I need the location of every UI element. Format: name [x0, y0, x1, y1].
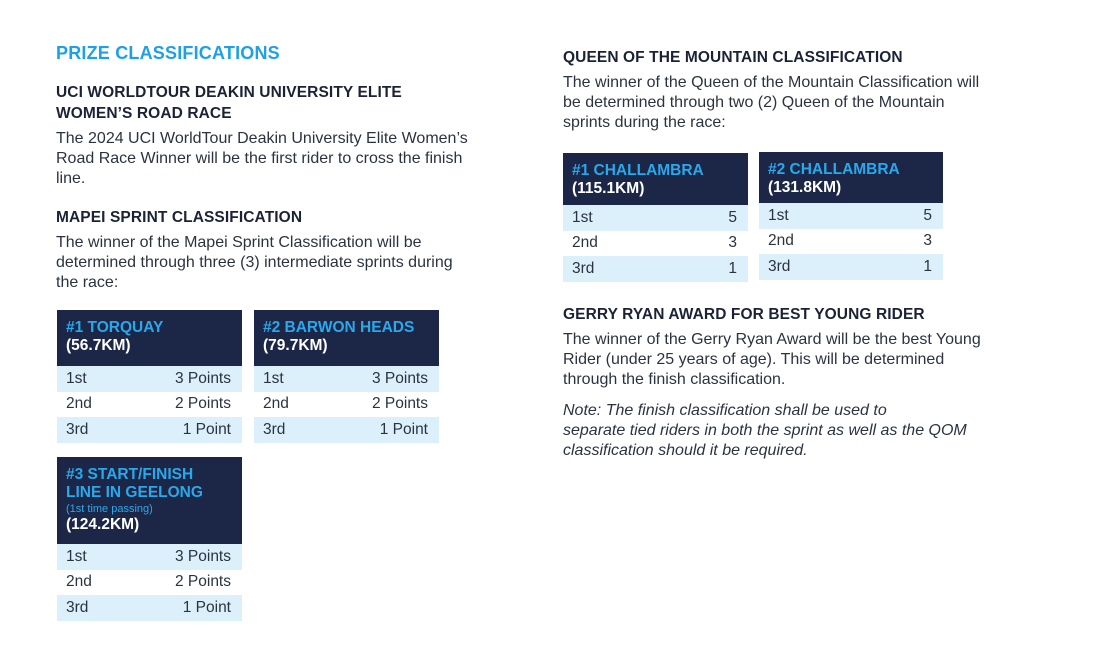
points-value: 3: [923, 232, 932, 250]
table-header: [254, 310, 439, 366]
points-value: 2 Points: [174, 395, 231, 413]
table-row: [57, 366, 242, 392]
place-label: 3rd: [66, 420, 89, 438]
text-line: The winner of the Queen of the Mountain Classification will: [563, 74, 980, 91]
place-label: 2nd: [263, 395, 289, 413]
points-value: 2 Points: [174, 573, 231, 591]
qom-table-challambra-2: [759, 152, 943, 280]
points-value: 3 Points: [174, 547, 231, 565]
text-line: separate tied riders in both the sprint as well as the QOM: [563, 422, 967, 439]
young-rider-heading: GERRY RYAN AWARD FOR BEST YOUNG RIDER: [563, 306, 925, 323]
road-race-heading-line: WOMEN’S ROAD RACE: [56, 105, 232, 122]
place-label: 3rd: [768, 257, 791, 275]
table-row: [563, 205, 748, 231]
text-line: determined through three (3) intermediate sprints during: [56, 254, 453, 271]
points-value: 3: [728, 234, 737, 252]
table-title: #2 CHALLAMBRA: [768, 161, 900, 178]
points-value: 1 Point: [379, 420, 428, 438]
points-value: 1 Point: [182, 420, 231, 438]
place-label: 2nd: [66, 573, 92, 591]
qom-table-challambra-1: [563, 153, 748, 282]
table-title: #2 BARWON HEADS: [263, 319, 415, 336]
table-row: [254, 417, 439, 443]
qom-heading: QUEEN OF THE MOUNTAIN CLASSIFICATION: [563, 49, 903, 66]
table-row: [759, 229, 943, 255]
table-title: LINE IN GEELONG: [66, 484, 203, 501]
table-distance: (79.7KM): [263, 337, 328, 354]
table-row: [759, 203, 943, 229]
place-label: 3rd: [572, 259, 595, 277]
points-value: 2 Points: [371, 395, 428, 413]
qom-description: [563, 73, 979, 133]
points-value: 5: [728, 208, 737, 226]
table-header: [57, 457, 242, 544]
table-row: [57, 570, 242, 596]
place-label: 1st: [768, 206, 789, 224]
table-row: [563, 231, 748, 257]
text-line: the race:: [56, 274, 119, 291]
text-line: Note: The finish classification shall be used to: [563, 402, 887, 419]
place-label: 1st: [66, 369, 87, 387]
table-distance: (124.2KM): [66, 516, 140, 533]
points-value: 3 Points: [371, 369, 428, 387]
table-title: #1 TORQUAY: [66, 319, 164, 336]
table-title: #1 CHALLAMBRA: [572, 162, 704, 179]
table-header: [57, 310, 242, 366]
text-line: The winner of the Gerry Ryan Award will be the best Young: [563, 331, 981, 348]
sprint-table-torquay: [57, 310, 242, 443]
text-line: classification should it be required.: [563, 442, 808, 459]
text-line: sprints during the race:: [563, 114, 726, 131]
table-distance: (56.7KM): [66, 337, 131, 354]
text-line: through the finish classification.: [563, 371, 786, 388]
table-row: [57, 417, 242, 443]
table-row: [254, 392, 439, 418]
place-label: 3rd: [66, 598, 89, 616]
text-line: be determined through two (2) Queen of the Mountain: [563, 94, 945, 111]
table-row: [563, 256, 748, 282]
road-race-heading: [56, 82, 402, 124]
table-header: [563, 153, 748, 205]
sprint-heading: MAPEI SPRINT CLASSIFICATION: [56, 209, 303, 226]
road-race-description: [56, 129, 468, 189]
place-label: 2nd: [768, 232, 794, 250]
place-label: 3rd: [263, 420, 286, 438]
place-label: 1st: [263, 369, 284, 387]
table-row: [57, 544, 242, 570]
points-value: 1: [728, 259, 737, 277]
young-rider-description: [563, 330, 981, 390]
text-line: Road Race Winner will be the first rider to cross the finish: [56, 150, 463, 167]
points-value: 1 Point: [182, 598, 231, 616]
table-note: (1st time passing): [66, 503, 153, 515]
table-row: [57, 392, 242, 418]
table-row: [759, 254, 943, 280]
page-title: PRIZE CLASSIFICATIONS: [56, 43, 280, 63]
text-line: The 2024 UCI WorldTour Deakin University Elite Women’s: [56, 130, 468, 147]
points-value: 5: [923, 206, 932, 224]
sprint-table-barwon-heads: [254, 310, 439, 443]
place-label: 1st: [572, 208, 593, 226]
place-label: 2nd: [572, 234, 598, 252]
table-distance: (131.8KM): [768, 179, 842, 196]
note-text: [563, 401, 967, 461]
points-value: 1: [923, 257, 932, 275]
table-distance: (115.1KM): [572, 180, 645, 197]
table-title: #3 START/FINISH: [66, 466, 194, 483]
text-line: The winner of the Mapei Sprint Classification will be: [56, 234, 422, 251]
table-row: [57, 595, 242, 621]
place-label: 1st: [66, 547, 87, 565]
road-race-heading-line: UCI WORLDTOUR DEAKIN UNIVERSITY ELITE: [56, 84, 402, 101]
place-label: 2nd: [66, 395, 92, 413]
text-line: line.: [56, 170, 86, 187]
table-header: [759, 152, 943, 203]
points-value: 3 Points: [174, 369, 231, 387]
sprint-table-geelong: [57, 457, 242, 621]
text-line: Rider (under 25 years of age). This will be determined: [563, 351, 945, 368]
sprint-description: [56, 233, 453, 293]
table-row: [254, 366, 439, 392]
